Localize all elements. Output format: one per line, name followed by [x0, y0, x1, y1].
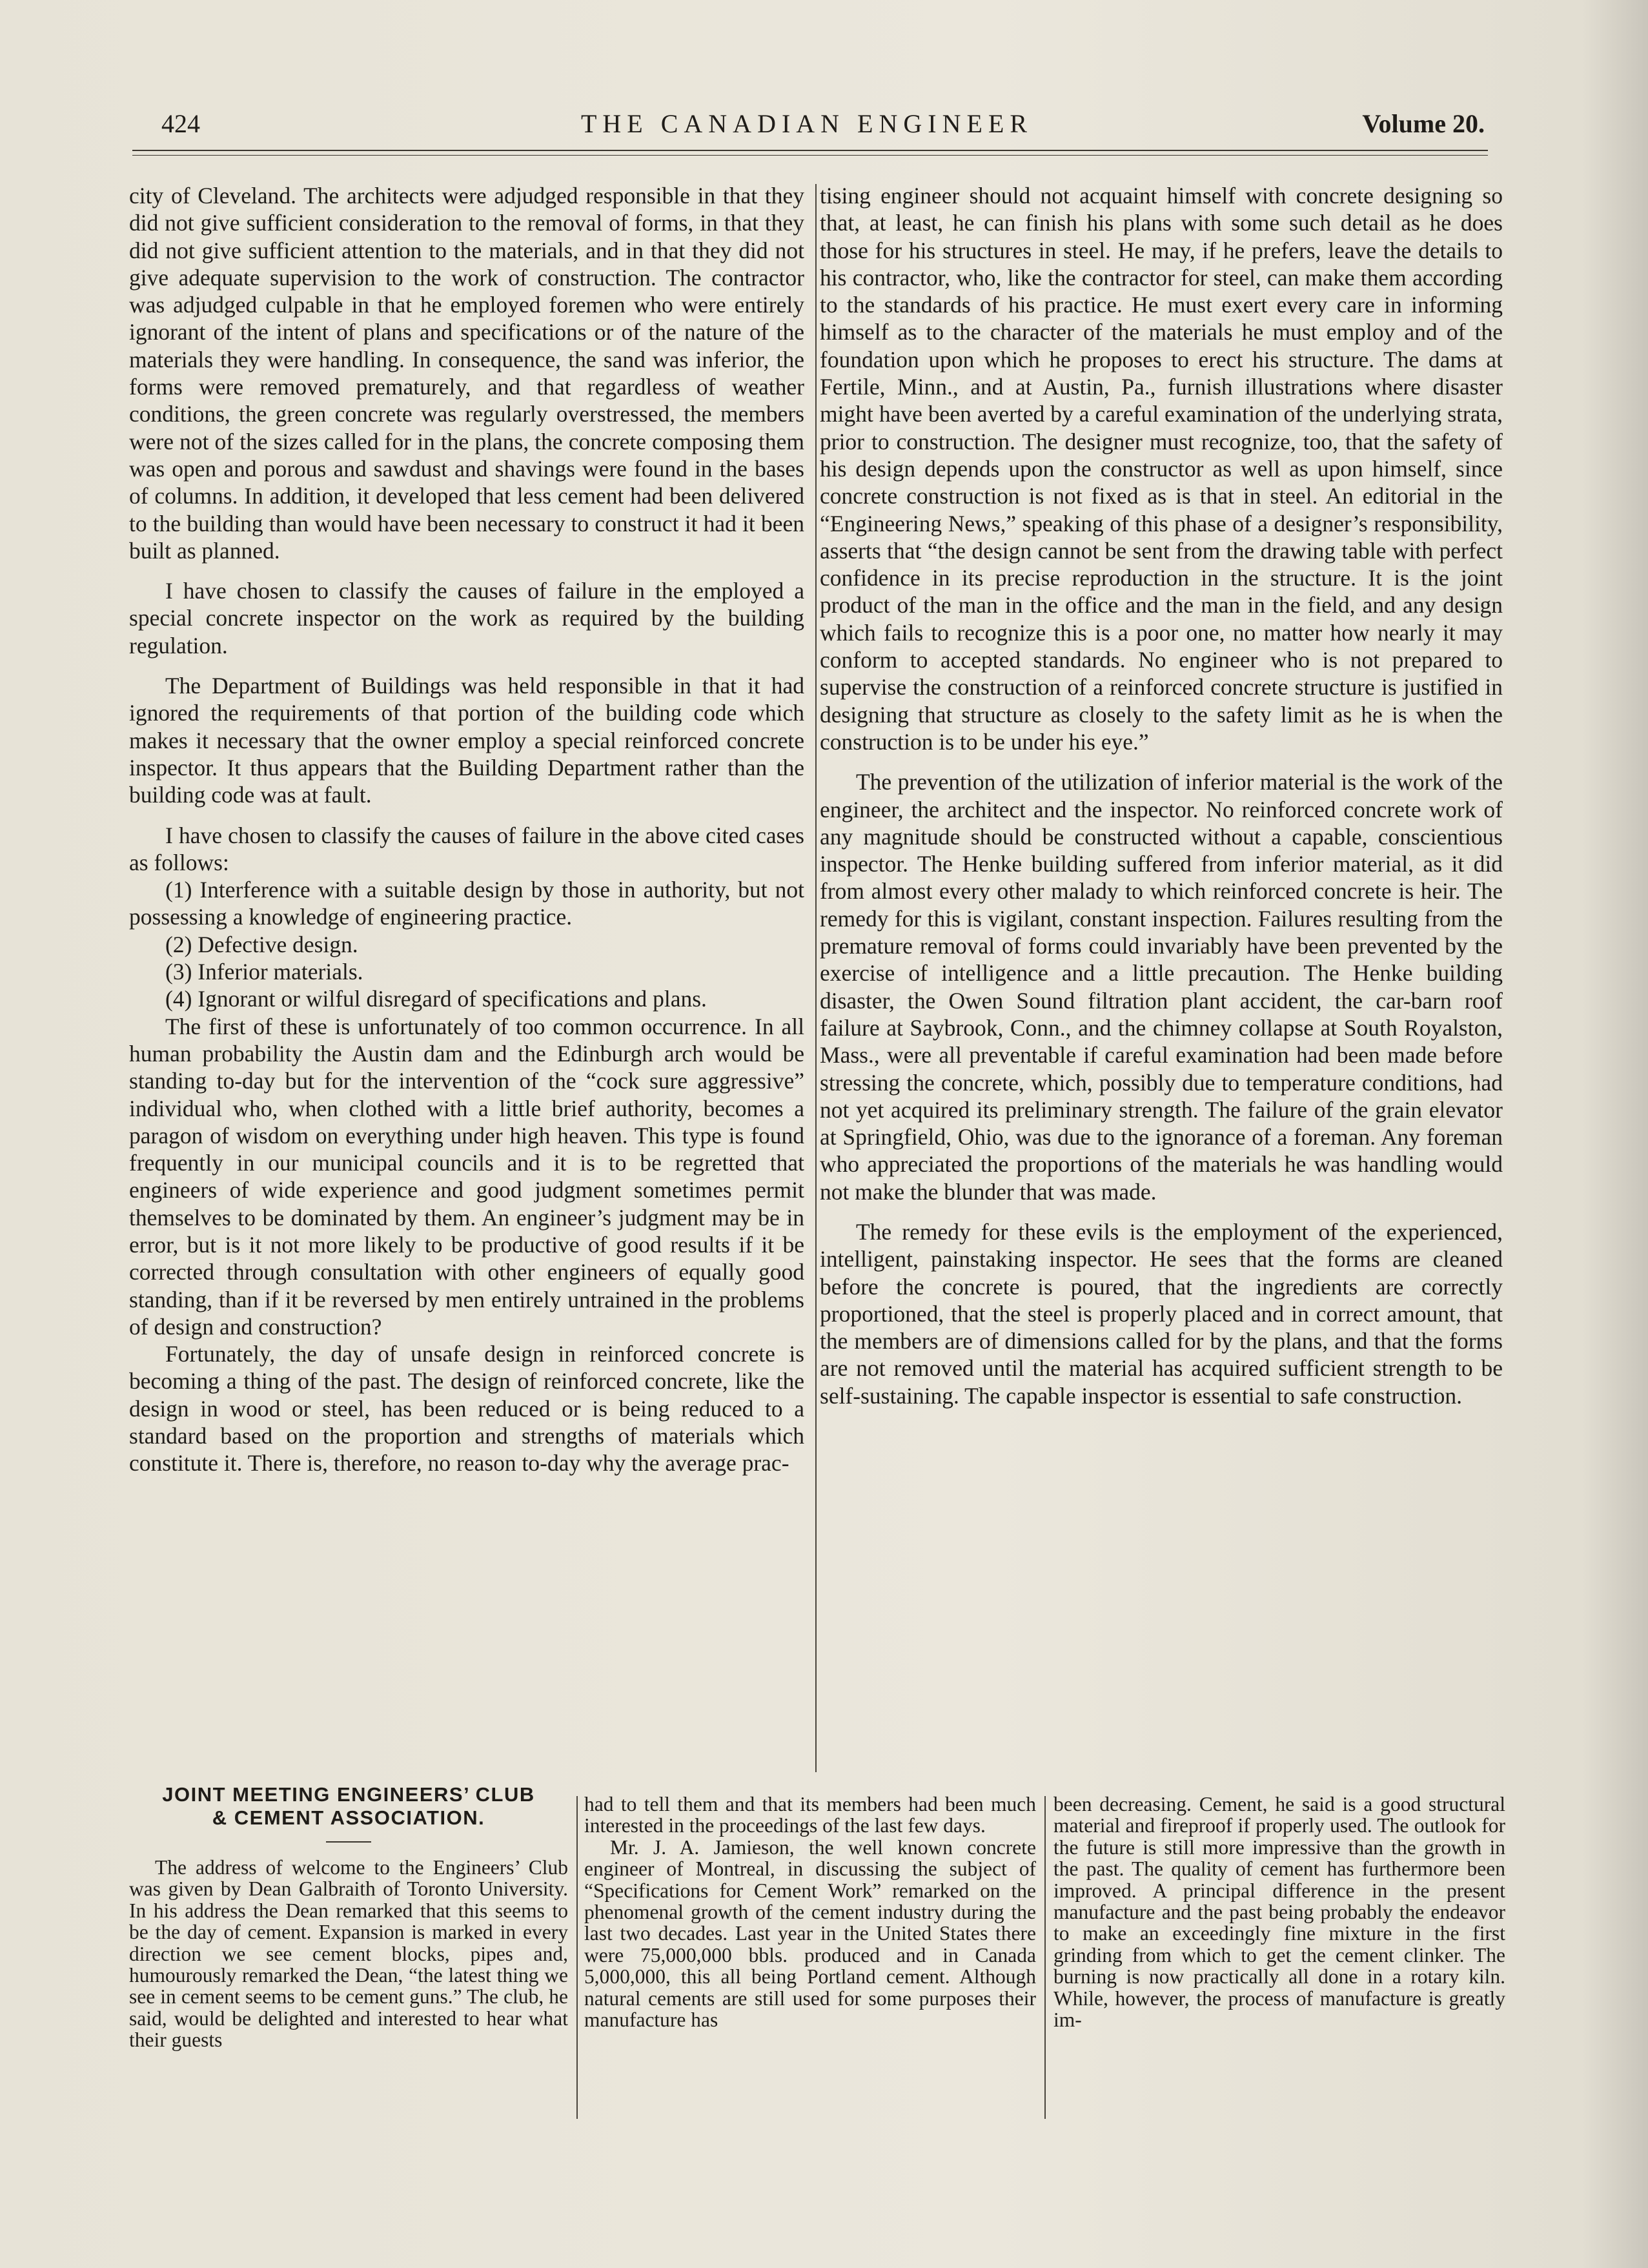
header-rule-thin [132, 155, 1488, 156]
column-divider [1044, 1796, 1046, 2119]
list-item: (2) Defective design. [165, 931, 358, 957]
article-column-left [129, 182, 804, 1477]
paragraph: tising engineer should not acquaint himself with concrete designing so that, at least, he can finish his plans with some such detail as he does those for his structures in steel. He may, if he prefers, leave the details to his contractor, who, like the contractor for steel, can make them according to the standards of his practice. He must exert every care in informing himself as to the character of the materials he must employ and of the foundation upon which he proposes to erect his structure. The dams at Fertile, Minn., and at Austin, Pa., furnish illustrations where disaster might have been averted by a careful examination of the underlying strata, prior to construction. The designer must recognize, too, that the safety of his design depends upon the constructor as well as upon himself, since concrete construction is not fixed as is that in steel. An editorial in the “Engineering News,” speaking of this phase of a designer’s responsibility, asserts that “the design cannot be sent from the drawing table with perfect confidence in its precise reproduction in the structure. It is the joint product of the man in the office and the man in the field, and any design which fails to recognize this is a poor one, no matter how nearly it may conform to accepted standards. No engineer who is not prepared to supervise the construction of a reinforced concrete structure is justified in designing that structure as closely to the safety limit as he is when the construction is to be under his eye.” [820, 183, 1503, 755]
news-heading-second-line: & CEMENT ASSOCIATION. [212, 1806, 485, 1829]
column-divider [576, 1796, 578, 2119]
heading-rule [326, 1841, 371, 1843]
list-item: (1) Interference with a suitable design by those in authority, but not possessing a knowledge of engineering practice. [129, 877, 804, 930]
article-column-right [820, 182, 1503, 1409]
paragraph: The first of these is unfortunately of too common occurrence. In all human probability the Austin dam and the Edinburgh arch would be standing to-day but for the intervention of the “cock sure aggressive” individual who, when clothed with a little brief authority, becomes a paragon of wisdom on everything under high heaven. This type is found frequently in our municipal councils and it is to be regretted that engineers of wide experience and good judgment sometimes permit themselves to be dominated by them. An engineer’s judgment may be in error, but is it not more likely to be productive of good results if it be corrected through consultation with other engineers of equally good standing, than if it be reversed by men entirely untrained in the problems of design and construction? [129, 1013, 804, 1340]
header-rule [132, 150, 1488, 151]
paragraph: had to tell them and that its members had been much interested in the proceedings of the last few days. [584, 1793, 1036, 1837]
paragraph: The address of welcome to the Engineers’ Club was given by Dean Galbraith of Toronto University. In his address the Dean remarked that this seems to be the day of cement. Expansion is marked in every direction we see cement blocks, pipes and, humourously remarked the Dean, “the latest thing we see in cement seems to be cement guns.” The club, he said, would be delighted and interested to hear what their guests [129, 1856, 568, 2052]
column-divider [815, 184, 817, 1772]
news-column-1 [129, 1783, 568, 2051]
paragraph: Fortunately, the day of unsafe design in reinforced concrete is becoming a thing of the past. The design of reinforced concrete, like the design in wood or steel, has been reduced or is being reduced to a standard based on the proportion and strengths of materials which constitute it. There is, therefore, no reason to-day why the average prac- [129, 1341, 804, 1476]
page-header [129, 108, 1485, 147]
news-heading: JOINT MEETING ENGINEERS’ CLUB [162, 1783, 535, 1806]
news-column-2 [584, 1793, 1036, 2030]
paragraph: The prevention of the utilization of inferior material is the work of the engineer, the architect and the inspector. No reinforced concrete work of any magnitude should be constructed without a capable, conscientious inspector. The Henke building suffered from inferior material, as it did from almost every other malady to which reinforced concrete is heir. The remedy for this is vigilant, constant inspection. Failures resulting from the premature removal of forms could invariably have been prevented by the exercise of intelligence and a little precaution. The Henke building disaster, the Owen Sound filtration plant accident, the car-barn roof failure at Saybrook, Conn., and the chimney collapse at South Royalston, Mass., were all preventable if careful examination had been made before stressing the concrete, which, possibly due to temperature conditions, had not yet acquired its preliminary strength. The failure of the grain elevator at Springfield, Ohio, was due to the ignorance of a foreman. Any foreman who appreciated the proportions of the materials he was handling would not make the blunder that was made. [820, 769, 1503, 1205]
list-item: (4) Ignorant or wilful disregard of specifications and plans. [165, 986, 707, 1012]
list-item: (3) Inferior materials. [165, 959, 363, 985]
paragraph: city of Cleveland. The architects were adjudged responsible in that they did not give sufficient consideration to the removal of forms, in that they did not give sufficient attention to the materials, and in that they did not give adequate supervision to the work of construction. The contractor was adjudged culpable in that he employed foremen who were entirely ignorant of the intent of plans and specifications or of the nature of the materials they were handling. In consequence, the sand was inferior, the forms were removed prematurely, and that regardless of weather conditions, the green concrete was regularly overstressed, the members were not of the sizes called for in the plans, the concrete composing them was open and porous and sawdust and shavings were found in the bases of columns. In addition, it developed that less cement had been delivered to the building than would have been necessary to construct it had it been built as planned. [129, 183, 804, 564]
paragraph: The remedy for these evils is the employment of the experienced, intelligent, painstaking inspector. He sees that the forms are cleaned before the concrete is poured, that the ingredients are correctly proportioned, that the steel is properly placed and in correct amount, that the members are of dimensions called for by the plans, and that the forms are not removed until the material has acquired sufficient strength to be self-sustaining. The capable inspector is essential to safe construction. [820, 1218, 1503, 1409]
paragraph: The Department of Buildings was held responsible in that it had ignored the requirements of that portion of the building code which makes it necessary that the owner employ a special reinforced concrete inspector. It thus appears that the Building Department rather than the building code was at fault. [129, 673, 804, 808]
paragraph: Mr. J. A. Jamieson, the well known concrete engineer of Montreal, in discussing the subject of “Specifications for Cement Work” remarked on the phenomenal growth of the cement industry during the last two decades. Last year in the United States there were 75,000,000 bbls. produced and in Canada 5,000,000, this all being Portland cement. Although natural cements are still used for some purposes their manufacture has [584, 1835, 1036, 2032]
news-column-3 [1053, 1793, 1505, 2030]
journal-title: THE CANADIAN ENGINEER [580, 109, 1033, 138]
paragraph: been decreasing. Cement, he said is a good structural material and fireproof if properly used. The outlook for the future is still more impressive than the growth in the past. The quality of cement has furthermore been improved. A principal difference in the present manufacture and the past being probably the endeavor to make an exceedingly fine mixture in the first grinding from which to get the cement clinker. The burning is now practically all done in a rotary kiln. While, however, the process of manufacture is greatly im- [1053, 1793, 1505, 2032]
volume-label: Volume 20. [1362, 109, 1485, 138]
paragraph: I have chosen to classify the causes of failure in the above cited cases as follows: [129, 822, 804, 875]
paragraph: I have chosen to classify the causes of failure in the employed a special concrete inspector on the work as required by the building regulation. [129, 578, 804, 659]
page-number: 424 [161, 109, 200, 138]
